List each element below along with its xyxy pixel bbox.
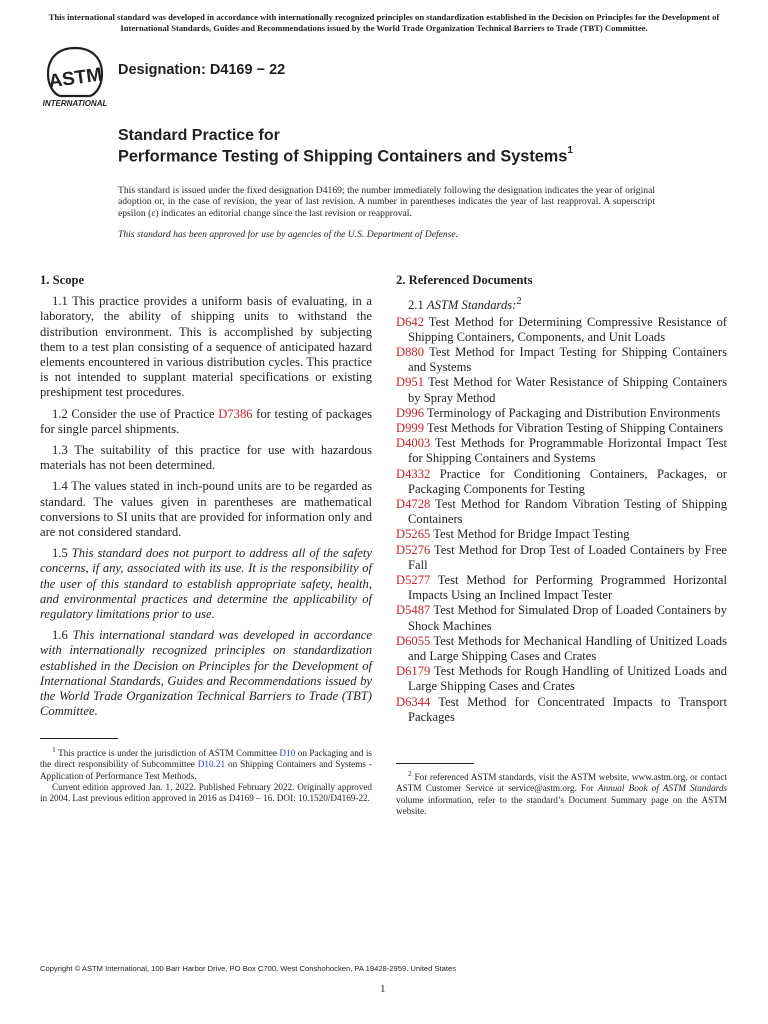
scope-1-6-text: This international standard was developed in accordance with internationally recognized principles on standardization established in the Decision on Principles for the Development of International Standards, Guides and Recommendations issued by the World Trade Organization Technical Barriers to Trade (TBT) Committee. [40, 628, 372, 719]
footnote-2 [396, 768, 727, 817]
reference-code-link[interactable]: D6344 [396, 694, 431, 709]
reference-title: Test Method for Performing Programmed Horizontal Impacts Using an Inclined Impact Tester [408, 573, 727, 603]
reference-code-link[interactable]: D6179 [396, 664, 431, 679]
scope-1-2-post: for testing of packages for single parcel shipments. [40, 406, 372, 436]
reference-item [396, 664, 727, 694]
reference-item [396, 543, 727, 573]
scope-1-5 [40, 546, 372, 622]
scope-1-4: 1.4 The values stated in inch-pound units are to be regarded as standard. The values given in parentheses are mathematical conversions to SI units that are provided for information only and are not considered standard. [40, 479, 372, 540]
footnote-1-text-a: This practice is under the jurisdiction of ASTM Committee [55, 748, 280, 759]
reference-item [396, 573, 727, 603]
reference-code-link[interactable]: D6055 [396, 633, 431, 648]
reference-title: Test Methods for Rough Handling of Unitized Loads and Large Shipping Cases and Crates [408, 664, 727, 694]
reference-code-link[interactable]: D951 [396, 375, 424, 390]
right-column [396, 273, 727, 725]
reference-item [396, 421, 727, 436]
astm-standards-mark: 2 [516, 296, 522, 308]
reference-item [396, 497, 727, 527]
reference-item [396, 345, 727, 375]
reference-list [396, 315, 727, 725]
reference-item [396, 406, 727, 421]
scope-1-6 [40, 628, 372, 719]
dod-approval-note: This standard has been approved for use by agencies of the U.S. Department of Defense. [118, 229, 459, 240]
reference-item [396, 634, 727, 664]
reference-title: Test Method for Concentrated Impacts to Transport Packages [408, 694, 728, 724]
copyright-footer: Copyright © ASTM International, 100 Barr Harbor Drive, PO Box C700, West Conshohocken, PA 19428-2959. United States [40, 964, 457, 973]
footnote-1-para-1 [40, 744, 372, 782]
scope-1-2-pre: 1.2 Consider the use of Practice [52, 406, 219, 421]
reference-code-link[interactable]: D996 [396, 405, 424, 420]
reference-code-link[interactable]: D5265 [396, 527, 431, 542]
intro-note: This standard is issued under the fixed designation D4169; the number immediately following the designation indicates the year of original adoption or, in the case of revision, the year of last revision. A number in parentheses indicates the year of last reapproval. A superscript epsilon (ε) indicates an editorial change since the last revision or reapproval. [118, 185, 655, 219]
trade-notice: This international standard was developed in accordance with internationally recognized principles on standardization established in the Decision on Principles for the Development of International Standards, Guides and Recommendations issued by the World Trade Organization Technical Barriers to Trade (TBT) Committee. [48, 12, 720, 33]
title-footnote-mark: 1 [567, 145, 573, 156]
reference-title: Practice for Conditioning Containers, Packages, or Packaging Components for Testing [408, 466, 727, 496]
reference-code-link[interactable]: D880 [396, 345, 424, 359]
footnote-1 [40, 744, 372, 805]
reference-title: Test Method for Random Vibration Testing of Shipping Containers [408, 497, 727, 527]
reference-code-link[interactable]: D4332 [396, 466, 431, 481]
reference-title: Test Methods for Programmable Horizontal Impact Test for Shipping Containers and Systems [408, 436, 727, 466]
footnote-2-text-b: volume information, refer to the standard’s Document Summary page on the ASTM website. [396, 794, 727, 816]
reference-code-link[interactable]: D4728 [396, 497, 431, 512]
reference-code-link[interactable]: D4003 [396, 436, 431, 451]
scope-1-3: 1.3 The suitability of this practice for use with hazardous materials has not been determined. [40, 443, 372, 473]
footnote-rule-right [396, 763, 474, 764]
link-d7386[interactable]: D7386 [218, 406, 253, 421]
reference-title: Test Method for Determining Compressive Resistance of Shipping Containers, Components, and Unit Loads [408, 314, 727, 344]
reference-code-link[interactable]: D5487 [396, 603, 431, 618]
reference-item [396, 527, 727, 542]
reference-title: Test Methods for Vibration Testing of Shipping Containers [426, 421, 724, 436]
link-d10-21[interactable]: D10.21 [197, 759, 226, 770]
footnote-2-text-a: For referenced ASTM standards, visit the ASTM website, www.astm.org, or contact ASTM Customer Service at service@astm.org. For [396, 772, 727, 794]
footnote-1-text-b: on Packaging and is the direct responsibility of Subcommittee [40, 748, 372, 770]
svg-text:INTERNATIONAL: INTERNATIONAL [42, 99, 108, 108]
astm-logo [38, 46, 112, 108]
reference-item [396, 436, 727, 466]
reference-title: Test Methods for Mechanical Handling of Unitized Loads and Large Shipping Cases and Crates [408, 633, 727, 664]
astm-standards-subheading [396, 294, 727, 313]
left-column [40, 273, 372, 725]
reference-title: Terminology of Packaging and Distribution Environments [426, 405, 721, 420]
reference-title: Test Method for Impact Testing for Shipping Containers and Systems [408, 345, 727, 375]
astm-standards-num: 2.1 [408, 298, 427, 313]
footnote-2-mark: 2 [408, 769, 412, 778]
reference-item [396, 375, 727, 405]
reference-title: Test Method for Bridge Impact Testing [433, 527, 630, 542]
scope-heading: 1. Scope [40, 273, 85, 287]
reference-item [396, 695, 727, 725]
footnote-2-italic: Annual Book of ASTM Standards [597, 783, 727, 794]
footnote-rule-left [40, 738, 118, 739]
scope-1-6-num: 1.6 [52, 628, 73, 643]
scope-1-5-num: 1.5 [52, 546, 72, 561]
scope-1-1: 1.1 This practice provides a uniform basis of evaluating, in a laboratory, the ability of shipping units to withstand the distribution environment. This is accomplished by subjecting them to a test plan consisting of a sequence of anticipated hazard elements encountered in various distribution cycles. This practice is not intended to supplant material specifications or existing preshipment test procedures. [40, 294, 372, 400]
reference-title: Test Method for Drop Test of Loaded Containers by Free Fall [408, 542, 727, 572]
astm-standards-label: ASTM Standards: [426, 298, 517, 313]
page-number: 1 [380, 983, 386, 995]
footnote-1-para-2: Current edition approved Jan. 1, 2022. Published February 2022. Originally approved in 2004. Last previous edition approved in 2016 as D4169 – 16. DOI: 10.1520/D4169-22. [40, 781, 372, 804]
footnote-1-text-c: on Shipping Containers and Systems - Application of Performance Test Methods. [40, 759, 372, 781]
scope-1-2 [40, 407, 372, 437]
reference-item [396, 603, 727, 633]
svg-text:ASTM: ASTM [47, 64, 104, 93]
reference-title: Test Method for Simulated Drop of Loaded Containers by Shock Machines [408, 603, 728, 633]
reference-code-link[interactable]: D999 [396, 421, 424, 436]
document-title [118, 147, 573, 166]
title-line-1: Standard Practice for [118, 127, 280, 144]
referenced-documents-heading: 2. Referenced Documents [396, 273, 533, 287]
footnote-1-mark: 1 [52, 745, 56, 754]
reference-code-link[interactable]: D5276 [396, 542, 431, 557]
reference-item [396, 315, 727, 345]
reference-code-link[interactable]: D5277 [396, 573, 431, 588]
reference-item [396, 467, 727, 497]
designation: Designation: D4169 − 22 [118, 62, 286, 78]
reference-title: Test Method for Water Resistance of Shipping Containers by Spray Method [408, 375, 728, 405]
footnote-2-text [396, 768, 727, 817]
reference-code-link[interactable]: D642 [396, 314, 424, 329]
scope-1-5-text: This standard does not purport to address all of the safety concerns, if any, associated with its use. It is the responsibility of the user of this standard to establish appropriate safety, health, and environmental practices and determine the applicability of regulatory limitations prior to use. [40, 546, 372, 622]
link-d10[interactable]: D10 [279, 748, 296, 759]
title-line-2: Performance Testing of Shipping Containers and Systems [118, 147, 568, 166]
